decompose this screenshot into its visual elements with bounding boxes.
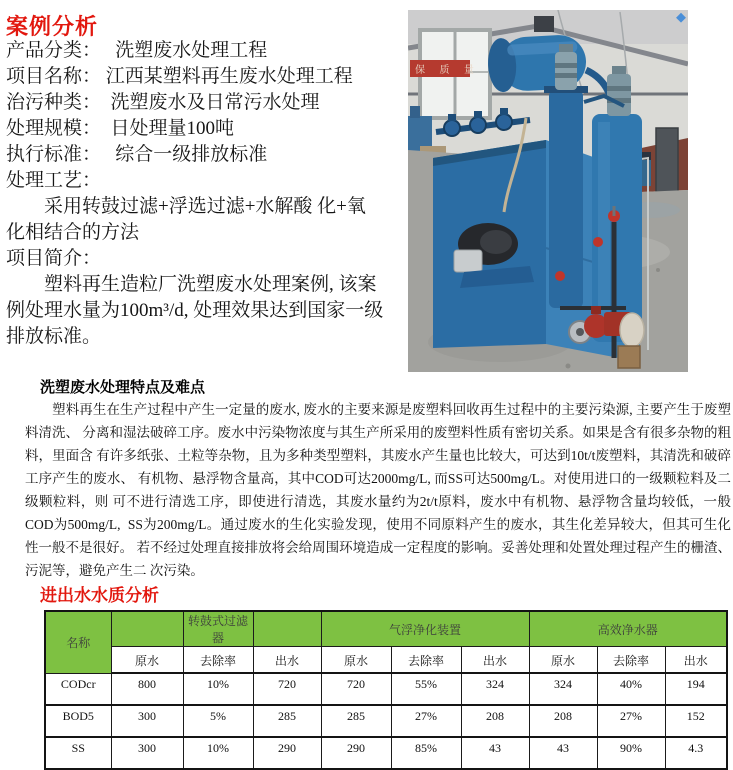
table-group-spacer	[111, 611, 183, 647]
water-quality-table-wrap	[44, 610, 728, 770]
table-name-header: 名称	[45, 611, 111, 673]
info-line-intro-1: 塑料再生造粒厂洗塑废水处理案例, 该案	[6, 274, 377, 295]
table-cell: 285	[321, 705, 391, 737]
info-line-pollution-type: 治污种类： 洗塑废水及日常污水处理	[6, 92, 320, 113]
table-row-bod5	[45, 705, 727, 737]
table-cell: 300	[111, 737, 183, 769]
table-subheader-removal: 去除率	[183, 647, 253, 674]
info-line-process-label: 处理工艺：	[6, 170, 102, 191]
info-line-intro-label: 项目简介：	[6, 248, 102, 269]
table-cell: 285	[253, 705, 321, 737]
table-cell: 85%	[391, 737, 461, 769]
table-group-header-drum-filter: 转鼓式过滤器	[183, 611, 253, 647]
photo-door-panel	[656, 128, 678, 192]
table-cell: 208	[529, 705, 597, 737]
table-cell: 800	[111, 673, 183, 705]
table-cell: 300	[111, 705, 183, 737]
equipment-photo	[408, 10, 688, 372]
table-cell: 5%	[183, 705, 253, 737]
table-group-header-purifier: 高效净水器	[529, 611, 727, 647]
table-cell: 4.3	[665, 737, 727, 769]
info-line-scale: 处理规模： 日处理量100吨	[6, 118, 235, 139]
table-group-header-flotation: 气浮净化装置	[321, 611, 529, 647]
row-label: BOD5	[45, 705, 111, 737]
table-subheader-raw: 原水	[321, 647, 391, 674]
table-cell: 208	[461, 705, 529, 737]
row-label: SS	[45, 737, 111, 769]
photo-banner	[410, 60, 480, 77]
water-quality-heading: 进出水水质分析	[40, 586, 159, 605]
table-cell: 720	[253, 673, 321, 705]
table-subheader-out: 出水	[665, 647, 727, 674]
table-subheader-out: 出水	[461, 647, 529, 674]
table-row-codcr	[45, 673, 727, 705]
table-cell: 27%	[597, 705, 665, 737]
table-cell: 324	[529, 673, 597, 705]
table-cell: 90%	[597, 737, 665, 769]
row-label: CODcr	[45, 673, 111, 705]
table-cell: 43	[461, 737, 529, 769]
table-row-ss	[45, 737, 727, 769]
table-cell: 10%	[183, 673, 253, 705]
table-cell: 27%	[391, 705, 461, 737]
info-line-product-category: 产品分类： 洗塑废水处理工程	[6, 40, 268, 61]
table-cell: 152	[665, 705, 727, 737]
table-cell: 290	[321, 737, 391, 769]
features-heading: 洗塑废水处理特点及难点	[40, 380, 206, 396]
info-line-project-name: 项目名称： 江西某塑料再生废水处理工程	[6, 66, 353, 87]
table-subheader-raw: 原水	[111, 647, 183, 674]
table-cell: 324	[461, 673, 529, 705]
info-line-process-1: 采用转鼓过滤+浮选过滤+水解酸 化+氧	[6, 196, 366, 217]
table-cell: 720	[321, 673, 391, 705]
table-cell: 43	[529, 737, 597, 769]
table-cell: 290	[253, 737, 321, 769]
table-subheader-raw: 原水	[529, 647, 597, 674]
info-line-process-2: 化相结合的方法	[6, 222, 140, 243]
table-cell: 194	[665, 673, 727, 705]
table-cell: 10%	[183, 737, 253, 769]
photo-sack	[618, 313, 644, 368]
water-quality-table	[44, 610, 728, 770]
table-subheader-removal: 去除率	[391, 647, 461, 674]
table-cell: 55%	[391, 673, 461, 705]
case-analysis-section	[6, 38, 406, 350]
table-subheader-out: 出水	[253, 647, 321, 674]
info-line-intro-2: 例处理水量为100m³/d, 处理效果达到国家一级	[6, 300, 384, 321]
photo-banner-text: 保 质 量	[415, 65, 480, 76]
info-line-intro-3: 排放标准。	[6, 326, 102, 347]
info-line-standard: 执行标准： 综合一级排放标准	[6, 144, 268, 165]
case-analysis-title: 案例分析	[6, 14, 99, 39]
table-subheader-removal: 去除率	[597, 647, 665, 674]
features-paragraph: 塑料再生在生产过程中产生一定量的废水, 废水的主要来源是废塑料回收再生过程中的主要污染源, 主要产生于废塑料清洗、 分离和湿法破碎工序。废水中污染物浓度与其生产所采用的废塑料性质有密切关系。如果是含有很多杂物的粗料，里面含 有许多纸张、土粒等杂物，且为多种类型塑料，其废水产生量也比较大，可达到10t/t废塑料，其清洗和破碎工序产生的废水、 有机物、悬浮物含量高，其中COD可达2000mg/L, 而SS可达500mg/L。对使用进口的一级颗粒料及二级颗粒料，则 可不进行清选工序，即使进行清选，其废水量约为2t/t原料，废水中有机物、悬浮物含量均较低，一般COD为500mg/L, SS为200mg/L。通过废水的生化实验发现，使用不同原料产生的废水，其生化差异较大，但其可生化性一般不是很好。 若不经过处理直接排放将会给周围环境造成一定程度的影响。妥善处理和处置处理过程产生的栅渣、污泥等，避免产生二 次污染。	[25, 402, 731, 578]
table-cell: 40%	[597, 673, 665, 705]
table-group-spacer	[253, 611, 321, 647]
